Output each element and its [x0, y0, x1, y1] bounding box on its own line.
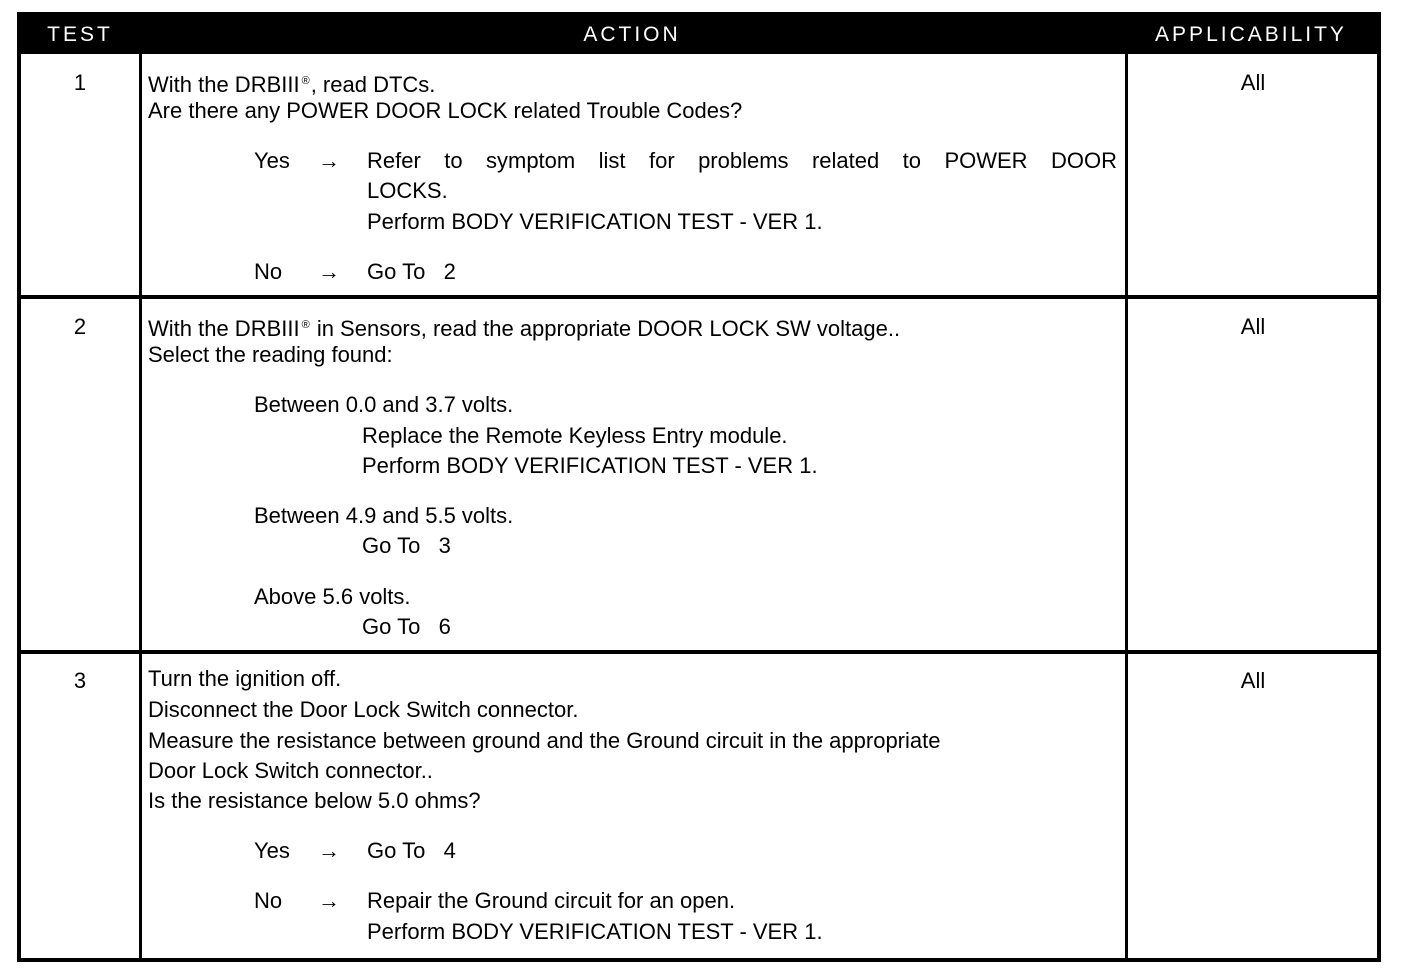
action-line: Is the resistance below 5.0 ohms? [148, 788, 481, 813]
test-number: 3 [73, 668, 87, 693]
no-label: No [254, 259, 283, 284]
yes-action-line: Refer to symptom list for problems related to POWER DOOR [367, 148, 1117, 173]
no-action-line: Go To 2 [367, 259, 456, 284]
registered-mark: ® [301, 319, 310, 331]
yes-label: Yes [254, 838, 290, 863]
option-label: Above 5.6 volts. [254, 584, 411, 609]
yes-action-line: LOCKS. [367, 178, 448, 203]
action-line: Disconnect the Door Lock Switch connector. [148, 697, 579, 722]
action-line: With the DRBIII ®, read DTCs. [148, 72, 436, 97]
action-line: Door Lock Switch connector.. [148, 758, 433, 783]
registered-mark: ® [301, 75, 310, 87]
header-applicability: APPLICABILITY [1155, 23, 1347, 46]
action-line: Are there any POWER DOOR LOCK related Trouble Codes? [148, 98, 743, 123]
action-line: Measure the resistance between ground and the Ground circuit in the appropriate [148, 728, 941, 753]
action-line: Select the reading found: [148, 342, 393, 367]
option-action-line: Perform BODY VERIFICATION TEST - VER 1. [362, 453, 818, 478]
applicability-value: All [1240, 314, 1266, 339]
row-divider [21, 295, 1377, 299]
arrow-icon: → [318, 838, 340, 863]
applicability-value: All [1240, 668, 1266, 693]
option-action-line: Go To 6 [362, 614, 451, 639]
header-action: ACTION [583, 23, 681, 46]
yes-action-line: Go To 4 [367, 838, 456, 863]
option-label: Between 0.0 and 3.7 volts. [254, 392, 514, 417]
option-action-line: Go To 3 [362, 533, 451, 558]
test-number: 2 [73, 314, 87, 339]
no-action-line: Repair the Ground circuit for an open. [367, 888, 736, 913]
column-divider [139, 54, 142, 958]
applicability-value: All [1240, 70, 1266, 95]
arrow-icon: → [318, 259, 340, 284]
diagnostic-table [17, 12, 1381, 962]
table-header [21, 16, 1377, 54]
test-number: 1 [73, 70, 87, 95]
yes-label: Yes [254, 148, 290, 173]
option-label: Between 4.9 and 5.5 volts. [254, 503, 514, 528]
option-action-line: Replace the Remote Keyless Entry module. [362, 423, 788, 448]
column-divider [1125, 54, 1128, 958]
yes-action-line: Perform BODY VERIFICATION TEST - VER 1. [367, 209, 823, 234]
arrow-icon: → [318, 148, 340, 173]
no-action-line: Perform BODY VERIFICATION TEST - VER 1. [367, 919, 823, 944]
action-line: Turn the ignition off. [148, 666, 342, 691]
arrow-icon: → [318, 888, 340, 913]
row-divider [21, 650, 1377, 654]
action-line: With the DRBIII ® in Sensors, read the appropriate DOOR LOCK SW voltage.. [148, 316, 901, 341]
no-label: No [254, 888, 283, 913]
header-test: TEST [47, 23, 113, 46]
